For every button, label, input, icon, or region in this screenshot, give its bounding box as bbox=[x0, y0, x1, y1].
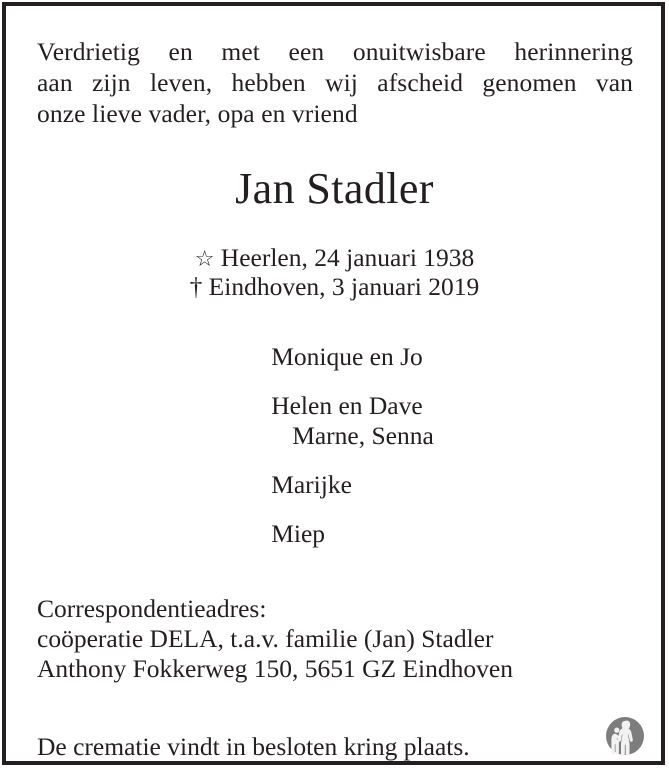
intro-paragraph bbox=[37, 36, 633, 129]
family-group bbox=[271, 342, 434, 372]
deceased-name: Jan Stadler bbox=[235, 164, 434, 213]
life-dates bbox=[37, 214, 632, 301]
birth-line bbox=[37, 243, 632, 272]
star-icon: ☆ bbox=[194, 247, 215, 272]
correspondence-address bbox=[37, 549, 632, 684]
family-group bbox=[271, 391, 434, 451]
address-label: Correspondentieadres: bbox=[37, 594, 267, 623]
family-group bbox=[271, 519, 434, 549]
family-block bbox=[37, 301, 632, 549]
birth-text: Heerlen, 24 januari 1938 bbox=[220, 243, 475, 272]
dela-embrace-logo bbox=[602, 713, 648, 759]
address-line-2: Anthony Fokkerweg 150, 5651 GZ Eindhoven bbox=[37, 654, 513, 683]
intro-line-1: Verdrietig en met een onuitwisbare herinnering bbox=[37, 37, 633, 66]
intro-line-3: onze lieve vader, opa en vriend bbox=[37, 99, 358, 128]
family-main-name: Miep bbox=[271, 519, 326, 548]
family-main-name: Helen en Dave bbox=[271, 391, 423, 420]
family-main-name: Monique en Jo bbox=[271, 342, 423, 371]
family-list bbox=[235, 342, 434, 549]
family-sub-name: Marne, Senna bbox=[292, 421, 434, 450]
death-text: Eindhoven, 3 januari 2019 bbox=[208, 272, 480, 301]
closing-statement: De crematie vindt in besloten kring plaats. bbox=[37, 732, 470, 761]
family-main-name: Marijke bbox=[271, 470, 352, 499]
dagger-icon: † bbox=[189, 274, 203, 301]
family-group bbox=[271, 470, 434, 500]
death-line bbox=[37, 272, 632, 301]
intro-line-2: aan zijn leven, hebben wij afscheid genomen van bbox=[37, 68, 633, 97]
address-line-1: coöperatie DELA, t.a.v. familie (Jan) Stadler bbox=[37, 624, 494, 653]
